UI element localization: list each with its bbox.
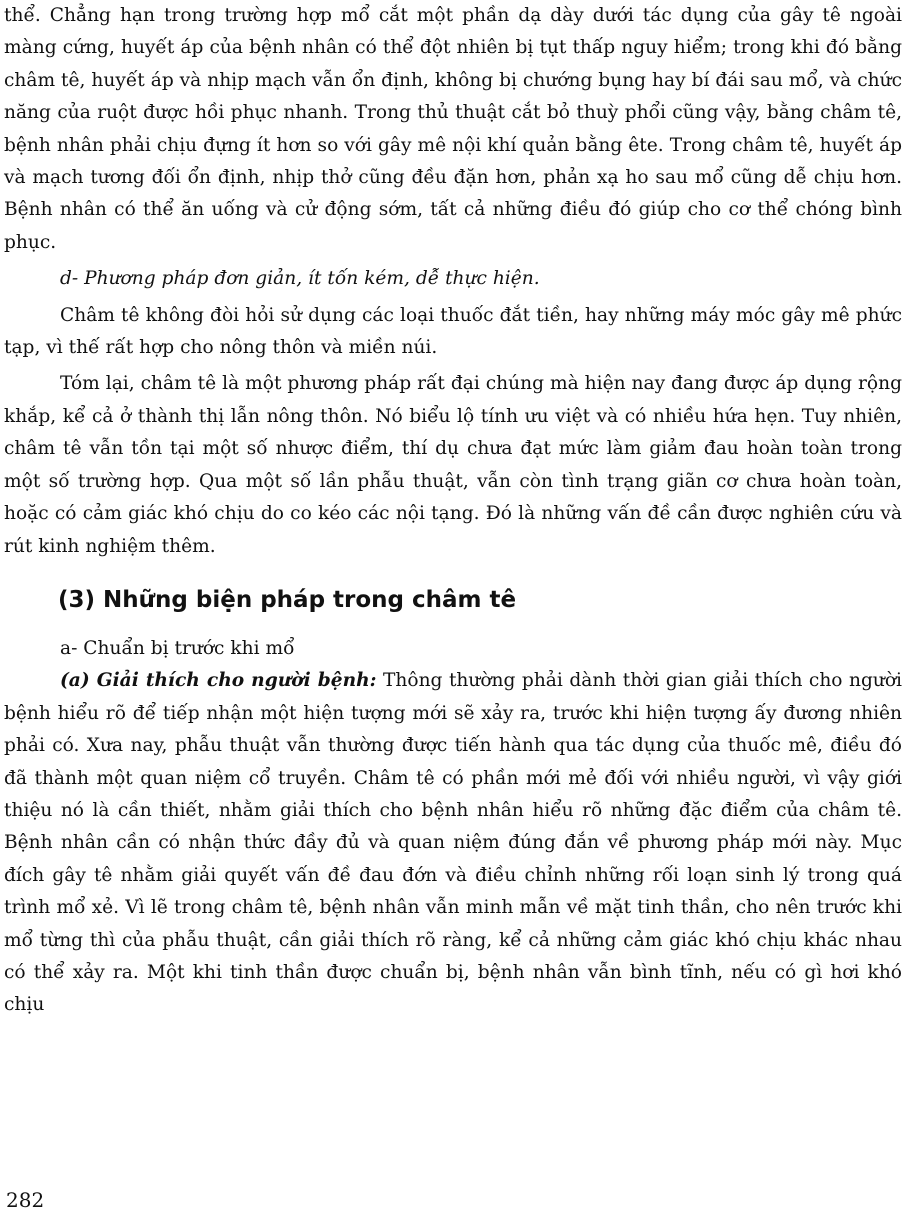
paragraph-summary: Tóm lại, châm tê là một phương pháp rất đại chúng mà hiện nay đang được áp dụng rộng khắp, kể cả ở thành thị lẫn nông thôn. Nó biểu lộ tính ưu việt và có nhiều hứa hẹn. Tuy nhiên, châm tê vẫn tồn tại một số nhược điểm, thí dụ chưa đạt mức làm giảm đau hoàn toàn trong một số trường hợp. Qua một số lần phẫu thuật, vẫn còn tình trạng giãn cơ chưa hoàn toàn, hoặc có cảm giác khó chịu do co kéo các nội tạng. Đó là những vấn đề cần được nghiên cứu và rút kinh nghiệm thêm. — [4, 373, 902, 557]
paragraph-explanation-body: Thông thường phải dành thời gian giải thích cho người bệnh hiểu rõ để tiếp nhận một hiện tượng mới sẽ xảy ra, trước khi hiện tượng ấy đương nhiên phải có. Xưa nay, phẫu thuật vẫn thường được tiến hành qua tác dụng của thuốc mê, điều đó đã thành một quan niệm cổ truyền. Châm tê có phần mới mẻ đối với nhiều người, vì vậy giới thiệu nó là cần thiết, nhằm giải thích cho bệnh nhân hiểu rõ những đặc điểm của châm tê. Bệnh nhân cần có nhận thức đầy đủ và quan niệm đúng đắn về phương pháp mới này. Mục đích gây tê nhằm giải quyết vấn đề đau đớn và điều chỉnh những rối loạn sinh lý trong quá trình mổ xẻ. Vì lẽ trong châm tê, bệnh nhân vẫn minh mẫn về mặt tinh thần, cho nên trước khi mổ từng thì của phẫu thuật, cần giải thích rõ ràng, kể cả những cảm giác khó chịu khác nhau có thể xảy ra. Một khi tinh thần được chuẩn bị, bệnh nhân vẫn bình tĩnh, nếu có gì hơi khó chịu — [4, 670, 902, 1016]
paragraph-lead-in: (a) Giải thích cho người bệnh — [60, 670, 370, 692]
subsection-heading-d: d- Phương pháp đơn giản, ít tốn kém, dễ thực hiện. — [60, 268, 540, 290]
page-body — [4, 0, 902, 1022]
paragraph-cost: Châm tê không đòi hỏi sử dụng các loại thuốc đắt tiền, hay những máy móc gây mê phức tạp, vì thế rất hợp cho nông thôn và miền núi. — [4, 304, 902, 359]
subsection-heading-a: a- Chuẩn bị trước khi mổ — [60, 637, 295, 659]
paragraph-explanation — [4, 665, 902, 1021]
section-heading: (3) Những biện pháp trong châm tê — [58, 586, 517, 613]
lead-in-colon: : — [369, 670, 377, 692]
paragraph-continuation: thể. Chẳng hạn trong trường hợp mổ cắt một phần dạ dày dưới tác dụng của gây tê ngoài màng cứng, huyết áp của bệnh nhân có thể đột nhiên bị tụt thấp nguy hiểm; trong khi đó bằng châm tê, huyết áp và nhịp mạch vẫn ổn định, không bị chướng bụng hay bí đái sau mổ, và chức năng của ruột được hồi phục nhanh. Trong thủ thuật cắt bỏ thuỳ phổi cũng vậy, bằng châm tê, bệnh nhân phải chịu đựng ít hơn so với gây mê nội khí quản bằng ête. Trong châm tê, huyết áp và mạch tương đối ổn định, nhịp thở cũng đều đặn hơn, phản xạ ho sau mổ cũng dễ chịu hơn. Bệnh nhân có thể ăn uống và cử động sớm, tất cả những điều đó giúp cho cơ thể chóng bình phục. — [4, 5, 902, 253]
page-number: 282 — [6, 1188, 45, 1212]
